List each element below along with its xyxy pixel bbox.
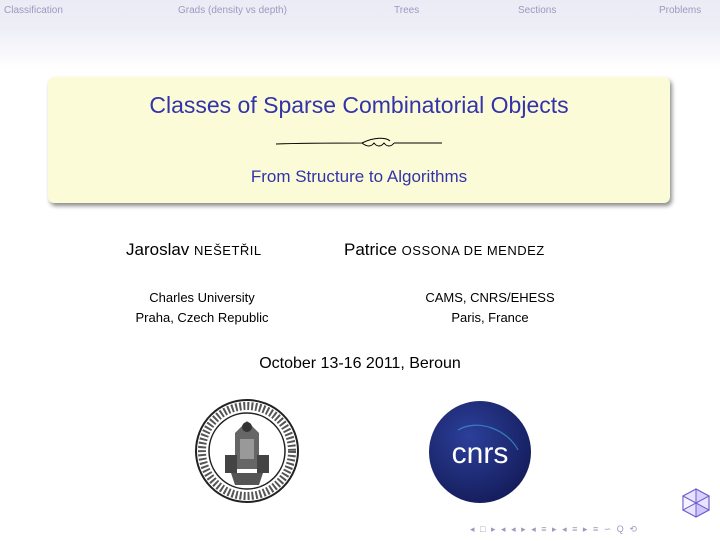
- author-1-last-name: NEŠETŘIL: [194, 243, 262, 258]
- nav-section-problems[interactable]: Problems: [659, 5, 702, 16]
- slide-title: Classes of Sparse Combinatorial Objects: [149, 92, 569, 118]
- nav-next-frame-icon[interactable]: ▸: [491, 524, 496, 534]
- nav-refresh-icon[interactable]: ⟲: [629, 524, 637, 534]
- nav-back-icon[interactable]: ◂: [562, 524, 567, 534]
- nav-forward-icon[interactable]: ▸: [582, 524, 588, 534]
- nav-section-classification[interactable]: Classification: [4, 5, 63, 16]
- charles-university-seal-icon: [195, 399, 299, 503]
- affiliation-2: [400, 288, 580, 328]
- nav-section-icon[interactable]: ≡: [572, 524, 578, 534]
- ornament-divider-icon: [274, 132, 444, 150]
- cnrs-logo-text: cnrs: [451, 437, 509, 470]
- polyhedron-icon: [680, 487, 712, 519]
- section-navigation: [0, 5, 720, 19]
- nav-section-trees[interactable]: Trees: [394, 5, 420, 16]
- author-2-first-name: Patrice: [344, 240, 397, 259]
- section-navigation-bar: [0, 0, 720, 70]
- nav-prev-icon[interactable]: ◂: [531, 524, 536, 534]
- nav-prev-section-icon[interactable]: ◂: [511, 524, 516, 534]
- affiliation-1: [120, 288, 284, 328]
- affiliation-1-line2: Praha, Czech Republic: [135, 310, 269, 325]
- author-2-last-name: OSSONA DE MENDEZ: [401, 243, 545, 258]
- nav-prev-subsection-icon[interactable]: ◂: [501, 524, 506, 534]
- slide-subtitle: From Structure to Algorithms: [250, 167, 468, 186]
- nav-frame-icon[interactable]: □: [480, 524, 486, 534]
- nav-loop-icon[interactable]: ∽: [603, 524, 612, 534]
- nav-next-icon[interactable]: ▸: [552, 524, 557, 534]
- title-box: [48, 77, 670, 203]
- affiliation-1-line1: Charles University: [149, 290, 255, 305]
- affiliation-2-line1: CAMS, CNRS/EHESS: [425, 290, 555, 305]
- beamer-navigation-controls: [470, 524, 715, 536]
- nav-search-icon[interactable]: Q: [616, 524, 624, 534]
- cnrs-logo-icon: [428, 400, 532, 504]
- nav-section-sections[interactable]: Sections: [518, 5, 557, 16]
- nav-next-section-icon[interactable]: ▸: [521, 524, 526, 534]
- author-2: [344, 240, 545, 260]
- nav-subsection-icon[interactable]: ≡: [541, 524, 547, 534]
- nav-first-frame-icon[interactable]: ◂: [470, 524, 475, 534]
- nav-document-icon[interactable]: ≡: [592, 524, 599, 534]
- affiliation-2-line2: Paris, France: [451, 310, 529, 325]
- author-1-first-name: Jaroslav: [126, 240, 190, 259]
- nav-section-grads[interactable]: Grads (density vs depth): [178, 5, 287, 16]
- author-1: [126, 240, 262, 260]
- event-date: October 13-16 2011, Beroun: [259, 355, 461, 372]
